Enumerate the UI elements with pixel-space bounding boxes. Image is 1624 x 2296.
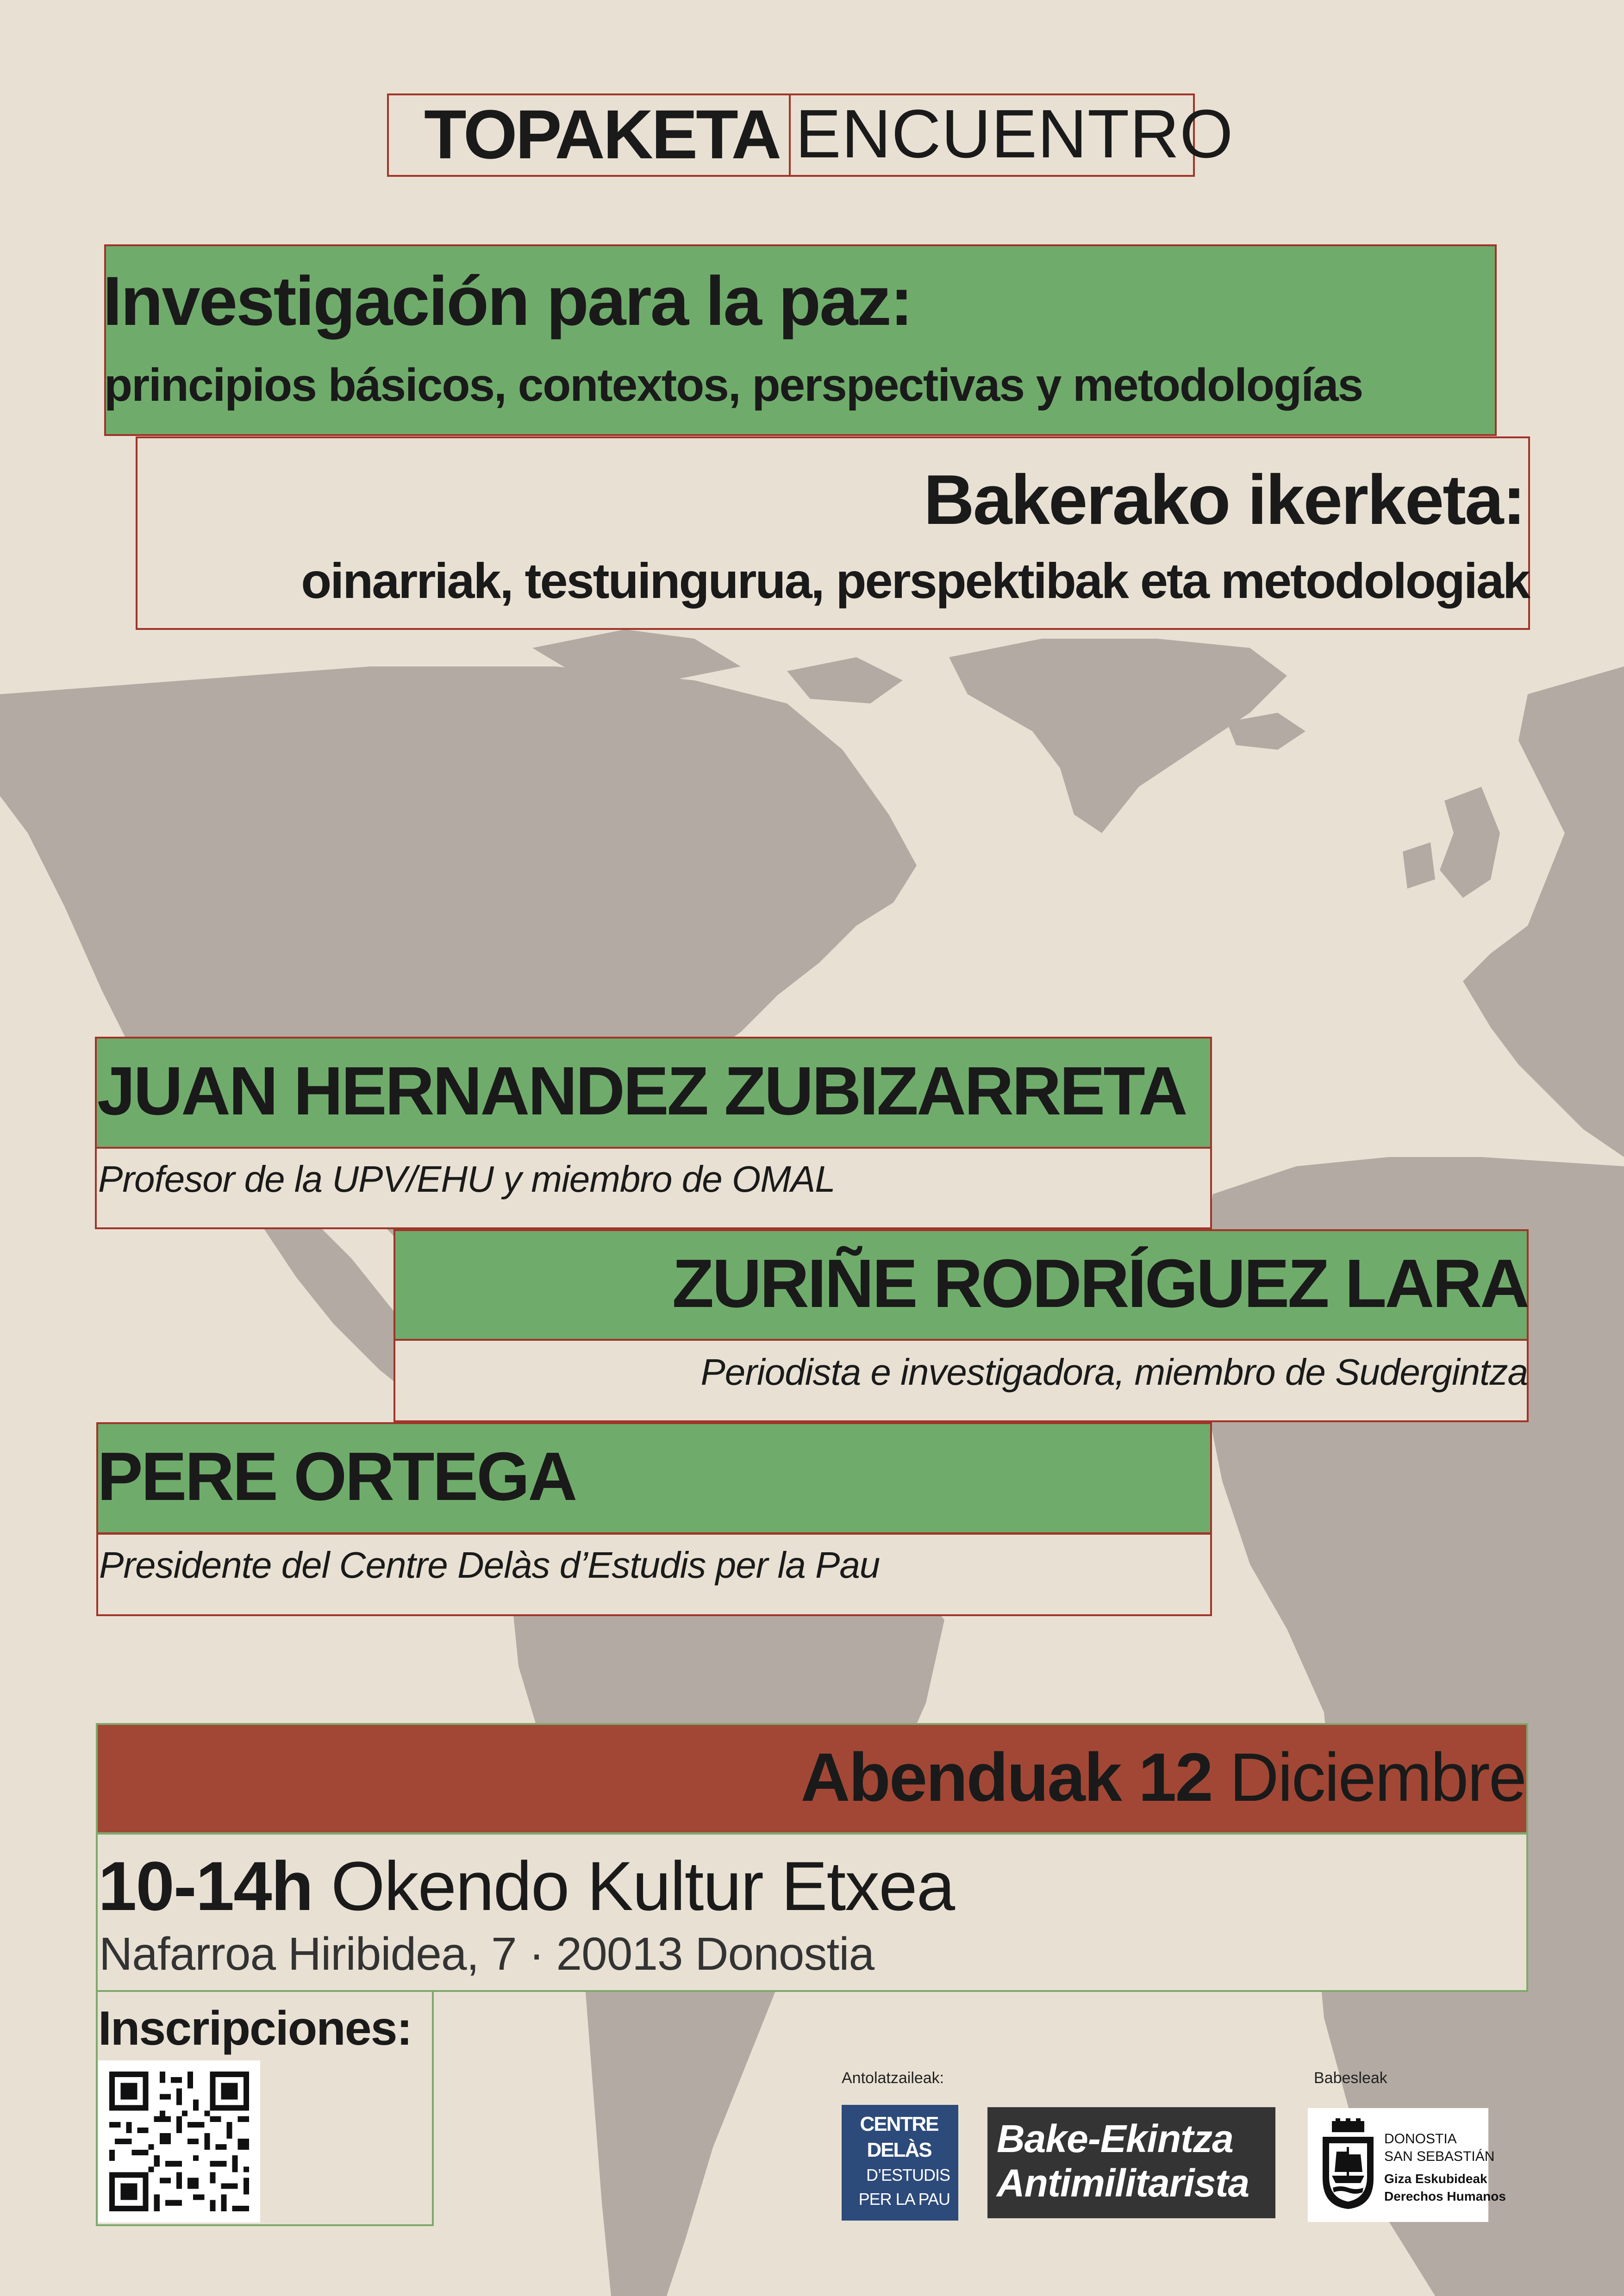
speaker-1-name: JUAN HERNANDEZ ZUBIZARRETA (97, 1053, 1186, 1129)
title-es-main: Investigación para la paz: (103, 262, 912, 340)
date-day-basque: Abenduak 12 (800, 1739, 1212, 1816)
event-venue: Okendo Kultur Etxea (331, 1847, 955, 1925)
event-time-venue (98, 1844, 1487, 1928)
speaker-2-role: Periodista e investigadora, miembro de Sudergintza (700, 1351, 1528, 1393)
donostia-logo-line-2: SAN SEBASTIÁN (1384, 2149, 1495, 2164)
donostia-logo-line-1: DONOSTIA (1384, 2131, 1457, 2147)
bake-logo-line-2: Antimilitarista (997, 2161, 1249, 2205)
event-time: 10-14h (98, 1847, 313, 1925)
donostia-logo-line-4: Derechos Humanos (1384, 2189, 1506, 2203)
header-basque: TOPAKETA (424, 95, 780, 173)
title-eu-subtitle: oinarriak, testuingurua, perspektibak eta metodologiak (301, 553, 1529, 609)
qr-code-icon[interactable] (98, 2060, 260, 2222)
event-date (96, 1723, 1525, 1832)
delas-logo-line-3: PER LA PAU (858, 2190, 950, 2209)
donostia-logo-line-3: Giza Eskubideak (1384, 2172, 1487, 2186)
speaker-3-name: PERE ORTEGA (97, 1438, 576, 1515)
donostia-emblem-icon (1318, 2118, 1378, 2211)
bake-logo-line-1: Bake-Ekintza (997, 2117, 1233, 2160)
header-spanish: ENCUENTRO (795, 96, 1234, 172)
date-month-spanish: Diciembre (1229, 1739, 1525, 1816)
title-eu-main: Bakerako ikerketa: (924, 460, 1524, 539)
bake-ekintza-logo (987, 2107, 1275, 2218)
supporters-label: Babesleak (1314, 2069, 1387, 2087)
centre-delas-logo (842, 2105, 958, 2221)
speaker-2-name: ZURIÑE RODRÍGUEZ LARA (672, 1245, 1528, 1322)
donostia-logo (1308, 2108, 1506, 2222)
speaker-1-role: Profesor de la UPV/EHU y miembro de OMAL (98, 1158, 835, 1200)
delas-logo-line-2: D’ESTUDIS (866, 2165, 950, 2184)
donostia-logo-text (1384, 2130, 1506, 2205)
event-address: Nafarroa Hiribidea, 7 · 20013 Donostia (99, 1928, 874, 1980)
organizers-label: Antolatzaileak: (842, 2069, 944, 2087)
speaker-3-role: Presidente del Centre Delàs d’Estudis per la Pau (99, 1544, 880, 1586)
registration-label: Inscripciones: (98, 2002, 412, 2055)
delas-logo-line-1: CENTRE DELÀS (860, 2113, 938, 2161)
title-es-subtitle: principios básicos, contextos, perspectivas y metodologías (104, 359, 1363, 411)
